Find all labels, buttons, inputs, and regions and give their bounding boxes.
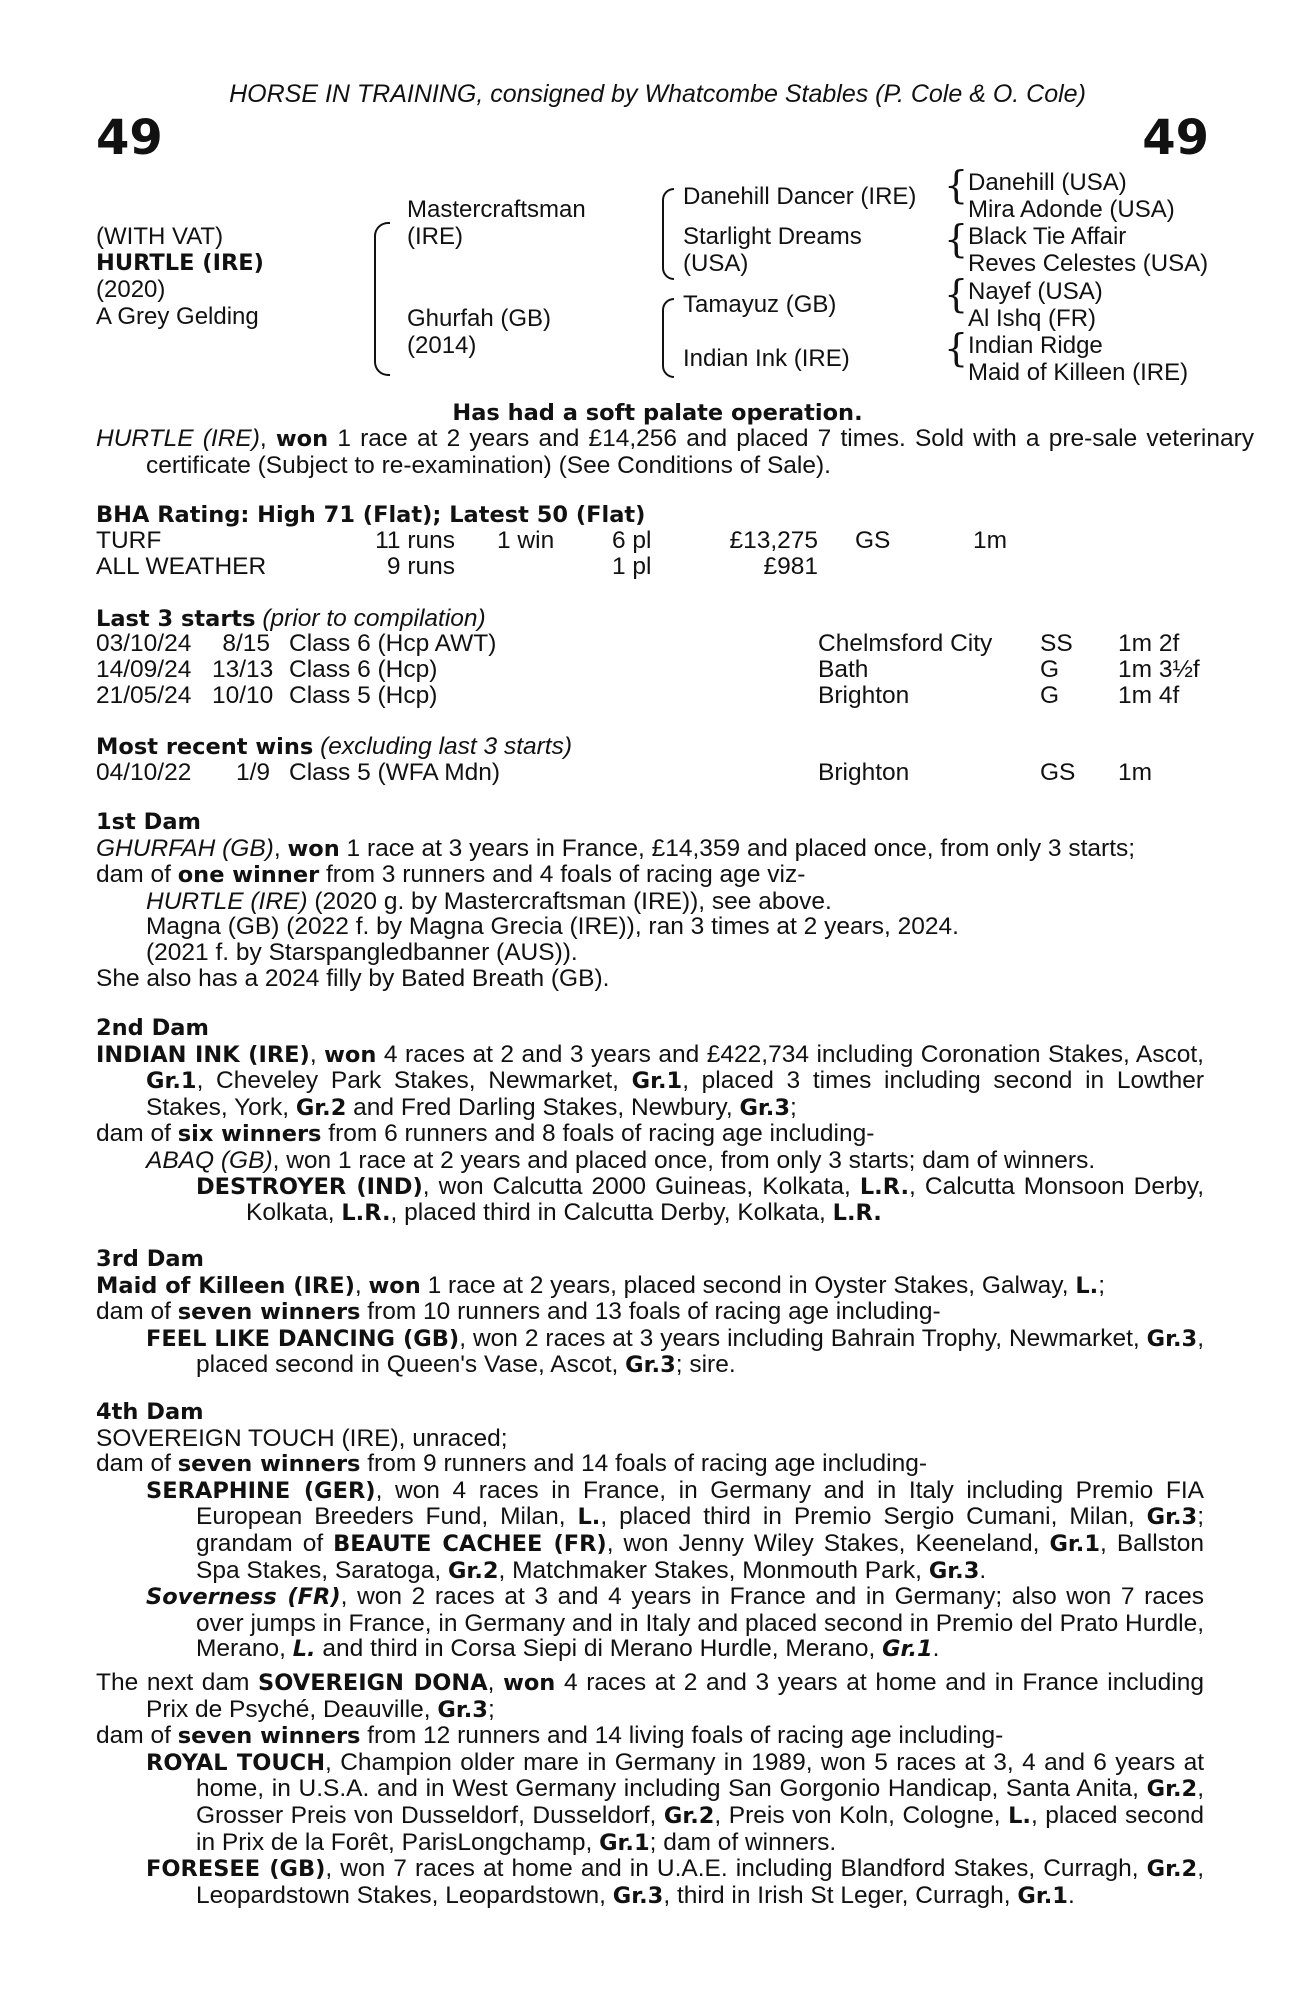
summary-name: HURTLE (IRE) xyxy=(96,425,260,452)
brace-1: { xyxy=(944,163,969,207)
recent-wins-heading: Most recent wins (excluding last 3 starts) xyxy=(96,733,573,760)
second-dam-section xyxy=(96,1016,1204,1227)
fourth-dam-heading: 4th Dam xyxy=(96,1399,204,1425)
win-distance: 1m xyxy=(1118,759,1153,786)
bha-surface: TURF xyxy=(96,527,162,554)
brace-4: { xyxy=(944,326,969,370)
fourth-dam-section xyxy=(96,1400,1204,1663)
bha-prize: £13,275 xyxy=(729,527,818,554)
dam-sire: Tamayuz (GB) xyxy=(683,291,837,318)
win-position: 1/9 xyxy=(235,759,270,786)
bha-distance: 1m xyxy=(973,527,1008,554)
pedigree-bracket-sire xyxy=(662,188,674,280)
start-position: 13/13 xyxy=(212,656,274,683)
bha-wins: 1 win xyxy=(497,527,555,554)
horse-summary: HURTLE (IRE), won 1 race at 2 years and £14,256 and placed 7 times. Sold with a pre-sale veterinary certificate (Subject to re-examination) (See Conditions of Sale). xyxy=(96,425,1254,479)
produce-royal-touch: ROYAL TOUCH, Champion older mare in Germany in 1989, won 5 races at 3, 4 and 6 years at home, in U.S.A. and in West Germany including San Gorgonio Handicap, Santa Anita, Gr.2, Grosser Preis von Dusseldorf, Dusseldorf, Gr.2, Preis von Koln, Cologne, L., placed second in Prix de la Forêt, ParisLongchamp, Gr.1; dam of winners. xyxy=(146,1748,1205,1856)
start-position: 8/15 xyxy=(222,630,270,657)
bha-surface: ALL WEATHER xyxy=(96,553,267,580)
produce-soverness: Soverness (FR), won 2 races at 3 and 4 years in France and in Germany; also won 7 races over jumps in France, in Germany and in Italy and placed second in Premio del Prato Hurdle, Merano, L. and third in Corsa Siepi di Merano Hurdle, Merano, Gr.1. xyxy=(146,1583,1205,1663)
start-date: 03/10/24 xyxy=(96,630,192,657)
bha-placed: 1 pl xyxy=(612,553,652,580)
sdd: Reves Celestes (USA) xyxy=(968,250,1209,277)
produce-foresee: FORESEE (GB), won 7 races at home and in U.A.E. including Blandford Stakes, Curragh, Gr.2, Leopardstown Stakes, Leopardstown, Gr.3, third in Irish St Leger, Curragh, Gr.1. xyxy=(146,1855,1204,1909)
vat-label: (WITH VAT) xyxy=(96,223,224,250)
bha-heading: BHA Rating: High 71 (Flat); Latest 50 (Flat) xyxy=(96,502,646,528)
sire-name: Mastercraftsman xyxy=(407,196,586,223)
first-dam-record: GHURFAH (GB), won 1 race at 3 years in France, £14,359 and placed once, from only 3 starts; xyxy=(96,834,1136,862)
pedigree-bracket-dam xyxy=(662,298,674,378)
summary-text: 1 race at 2 years and £14,256 and placed 7 times. Sold with a pre-sale veterinary certificate (Subject to re-examination) (See Conditions of Sale). xyxy=(146,425,1254,479)
sss: Danehill (USA) xyxy=(968,169,1127,196)
start-going: G xyxy=(1040,656,1060,683)
start-class: Class 5 (Hcp) xyxy=(289,682,438,709)
dam-dam: Indian Ink (IRE) xyxy=(683,345,850,372)
produce-hurtle: HURTLE (IRE) (2020 g. by Mastercraftsman (IRE)), see above. xyxy=(146,887,832,915)
bha-runs: 9 runs xyxy=(386,553,455,580)
next-dam-record: The next dam SOVEREIGN DONA, won 4 races at 2 and 3 years at home and in France including Prix de Psyché, Deauville, Gr.3; xyxy=(96,1669,1205,1723)
lot-number-left: 49 xyxy=(96,110,163,166)
sire-sire: Danehill Dancer (IRE) xyxy=(683,183,917,210)
next-dam-produce: dam of seven winners from 12 runners and 14 living foals of racing age including- xyxy=(96,1722,1004,1750)
ssd: Mira Adonde (USA) xyxy=(968,196,1175,223)
sire-country: (IRE) xyxy=(407,223,463,250)
ddd: Maid of Killeen (IRE) xyxy=(968,359,1189,386)
dam-year: (2014) xyxy=(407,332,477,359)
horse-name: HURTLE (IRE) xyxy=(96,250,264,276)
brace-3: { xyxy=(944,272,969,316)
produce-destroyer: DESTROYER (IND), won Calcutta 2000 Guineas, Kolkata, L.R., Calcutta Monsoon Derby, Kolkata, L.R., placed third in Calcutta Derby, Kolkata, L.R. xyxy=(196,1172,1204,1227)
start-distance: 1m 2f xyxy=(1118,630,1180,657)
first-dam-section xyxy=(96,810,1204,991)
bha-runs: 11 runs xyxy=(375,527,455,554)
catalogue-header: HORSE IN TRAINING, consigned by Whatcombe Stables (P. Cole & O. Cole) xyxy=(229,80,1086,108)
fourth-dam-record: SOVEREIGN TOUCH (IRE), unraced; xyxy=(96,1424,508,1452)
next-dam-section xyxy=(96,1670,1204,1909)
second-dam-heading: 2nd Dam xyxy=(96,1015,209,1041)
lot-number-right: 49 xyxy=(1142,110,1209,166)
bha-prize: £981 xyxy=(763,553,818,580)
last3-heading: Last 3 starts (prior to compilation) xyxy=(96,605,486,632)
sire-dam-country: (USA) xyxy=(683,250,749,277)
win-class: Class 5 (WFA Mdn) xyxy=(289,759,501,786)
third-dam-record: Maid of Killeen (IRE), won 1 race at 2 years, placed second in Oyster Stakes, Galway, L.; xyxy=(96,1271,1106,1299)
win-date: 04/10/22 xyxy=(96,759,192,786)
produce-feel-like-dancing: FEEL LIKE DANCING (GB), won 2 races at 3 years including Bahrain Trophy, Newmarket, Gr.3, placed second in Queen's Vase, Ascot, Gr.3; sire. xyxy=(146,1324,1205,1379)
win-going: GS xyxy=(1040,759,1076,786)
horse-description: A Grey Gelding xyxy=(96,303,259,330)
third-dam-section xyxy=(96,1247,1204,1379)
pedigree-bracket-main xyxy=(374,222,390,376)
bha-going: GS xyxy=(855,527,891,554)
start-going: G xyxy=(1040,682,1060,709)
dss: Nayef (USA) xyxy=(968,278,1103,305)
start-class: Class 6 (Hcp) xyxy=(289,656,438,683)
second-dam-record: INDIAN INK (IRE), won 4 races at 2 and 3 years and £422,734 including Coronation Stakes, Ascot, Gr.1, Cheveley Park Stakes, Newmarket, Gr.1, placed 3 times including second in Lowther Stakes, York, Gr.2 and Fred Darling Stakes, Newbury, Gr.3; xyxy=(96,1040,1204,1121)
dds: Indian Ridge xyxy=(968,332,1103,359)
third-dam-heading: 3rd Dam xyxy=(96,1246,204,1272)
bha-placed: 6 pl xyxy=(612,527,652,554)
start-going: SS xyxy=(1040,630,1073,657)
horse-year: (2020) xyxy=(96,276,166,303)
produce-abaq: ABAQ (GB), won 1 race at 2 years and placed once, from only 3 starts; dam of winners. xyxy=(146,1146,1096,1174)
start-course: Brighton xyxy=(818,682,910,709)
start-position: 10/10 xyxy=(212,682,274,709)
sds: Black Tie Affair xyxy=(968,223,1127,250)
operation-note: Has had a soft palate operation. xyxy=(452,400,863,426)
first-dam-heading: 1st Dam xyxy=(96,809,201,835)
start-date: 21/05/24 xyxy=(96,682,192,709)
third-dam-produce: dam of seven winners from 10 runners and 13 foals of racing age including- xyxy=(96,1298,941,1326)
start-course: Chelmsford City xyxy=(818,630,993,657)
produce-seraphine: SERAPHINE (GER), won 4 races in France, in Germany and in Italy including Premio FIA European Breeders Fund, Milan, L., placed third in Premio Sergio Cumani, Milan, Gr.3; grandam of BEAUTE CACHEE (FR), won Jenny Wiley Stakes, Keeneland, Gr.1, Ballston Spa Stakes, Saratoga, Gr.2, Matchmaker Stakes, Monmouth Park, Gr.3. xyxy=(146,1476,1204,1584)
start-date: 14/09/24 xyxy=(96,656,192,683)
dam-name: Ghurfah (GB) xyxy=(407,305,552,332)
fourth-dam-produce: dam of seven winners from 9 runners and 14 foals of racing age including- xyxy=(96,1450,927,1478)
dsd: Al Ishq (FR) xyxy=(968,305,1097,332)
produce-2021: (2021 f. by Starspangledbanner (AUS)). xyxy=(146,938,578,966)
start-distance: 1m 3½f xyxy=(1118,656,1200,683)
produce-2024: She also has a 2024 filly by Bated Breath (GB). xyxy=(96,964,610,992)
start-distance: 1m 4f xyxy=(1118,682,1180,709)
first-dam-produce: dam of one winner from 3 runners and 4 foals of racing age viz- xyxy=(96,861,806,889)
start-class: Class 6 (Hcp AWT) xyxy=(289,630,497,657)
summary-won: won xyxy=(275,426,329,452)
brace-2: { xyxy=(944,217,969,261)
start-course: Bath xyxy=(818,656,869,683)
second-dam-produce: dam of six winners from 6 runners and 8 foals of racing age including- xyxy=(96,1120,875,1148)
sire-dam: Starlight Dreams xyxy=(683,223,862,250)
win-course: Brighton xyxy=(818,759,910,786)
produce-magna: Magna (GB) (2022 f. by Magna Grecia (IRE)), ran 3 times at 2 years, 2024. xyxy=(146,913,959,941)
